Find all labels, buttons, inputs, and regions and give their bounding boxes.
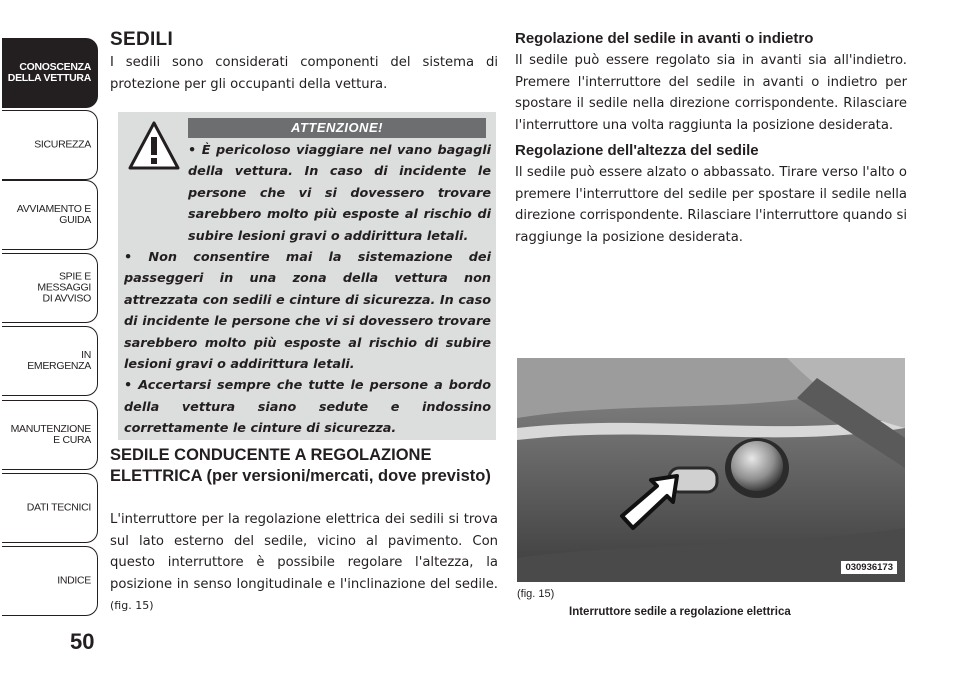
page-number: 50 [70, 629, 95, 654]
tab-label: INDICE [57, 574, 91, 587]
figure-reference[interactable]: (fig. 15) [110, 599, 154, 612]
warning-bullet: • È pericoloso viaggiare nel vano bagagli della vettura. In caso di incidente le persone che vi si dovessero trovare sarebbero molto più esposte al rischio di subire lesioni gravi o addirittura letali. [124, 140, 491, 247]
driver-seat-text: L'interruttore per la regolazione elettrica dei sedili si trova sul lato esterno del sedile, vicino al pavimento. Con questo interruttore è possibile regolare l'altezza, la posizione in senso longitudinale e l'inclinazione del sedile. [110, 512, 498, 592]
tab-manutenzione-e-cura[interactable] [2, 400, 98, 470]
tab-sicurezza[interactable] [2, 110, 98, 180]
tab-label: IN EMERGENZA [27, 349, 91, 372]
figure-caption: Interruttore sedile a regolazione elettrica [569, 606, 791, 618]
tab-label: AVVIAMENTO E GUIDA [16, 203, 91, 226]
forward-back-heading: Regolazione del sedile in avanti o indietro [515, 30, 814, 47]
tab-label: CONOSCENZA DELLA VETTURA [7, 61, 91, 84]
seat-switch-photo [517, 358, 905, 582]
tab-label: SPIE E MESSAGGI DI AVVISO [37, 270, 91, 305]
driver-seat-paragraph [110, 509, 498, 617]
tab-spie-e-messaggi[interactable] [2, 253, 98, 323]
tab-conoscenza-della-vettura[interactable] [2, 38, 98, 108]
photo-code: 030936173 [841, 561, 897, 574]
warning-bullet: • Accertarsi sempre che tutte le persone a bordo della vettura siano sedute e indossino correttamente le cinture di sicurezza. [124, 375, 491, 439]
chapter-sidebar [0, 0, 100, 678]
warning-text [124, 140, 491, 440]
warning-bullet: • Non consentire mai la sistemazione dei passeggeri in una zona della vettura non attrezzata con sedili e cinture di sicurezza. In caso di incidente le persone che vi si dovessero trovare sarebbero molto più esposte al rischio di subire lesioni gravi o addirittura letali. [124, 247, 491, 375]
tab-in-emergenza[interactable] [2, 326, 98, 396]
warning-box [118, 112, 496, 440]
section-title: SEDILI [110, 29, 174, 50]
intro-paragraph: I sedili sono considerati componenti del sistema di protezione per gli occupanti della vettura. [110, 55, 498, 92]
height-paragraph: Il sedile può essere alzato o abbassato. Tirare verso l'alto o premere l'interruttore del sedile per spostare il sedile nella direzione corrispondente. Rilasciare l'interruttore quando si raggiunge la posizione desiderata. [515, 165, 907, 245]
seat-switch-illustration [517, 358, 905, 582]
tab-label: DATI TECNICI [26, 501, 91, 514]
tab-label: SICUREZZA [34, 138, 91, 151]
height-heading: Regolazione dell'altezza del sedile [515, 142, 759, 159]
forward-back-paragraph: Il sedile può essere regolato sia in avanti sia all'indietro. Premere l'interruttore del sedile in avanti o indietro per spostare il sedile nella direzione corrispondente. Rilasciare l'interruttore una volta raggiunta la posizione desiderata. [515, 53, 907, 133]
tab-label: MANUTENZIONE E CURA [10, 423, 91, 446]
tab-indice[interactable] [2, 546, 98, 616]
subsection-title: SEDILE CONDUCENTE A REGOLAZIONE ELETTRICA (per versioni/mercati, dove previsto) [110, 446, 491, 485]
warning-heading: ATTENZIONE! [188, 118, 486, 138]
tab-dati-tecnici[interactable] [2, 473, 98, 543]
figure-label: (fig. 15) [517, 588, 555, 600]
tab-avviamento-e-guida[interactable] [2, 180, 98, 250]
